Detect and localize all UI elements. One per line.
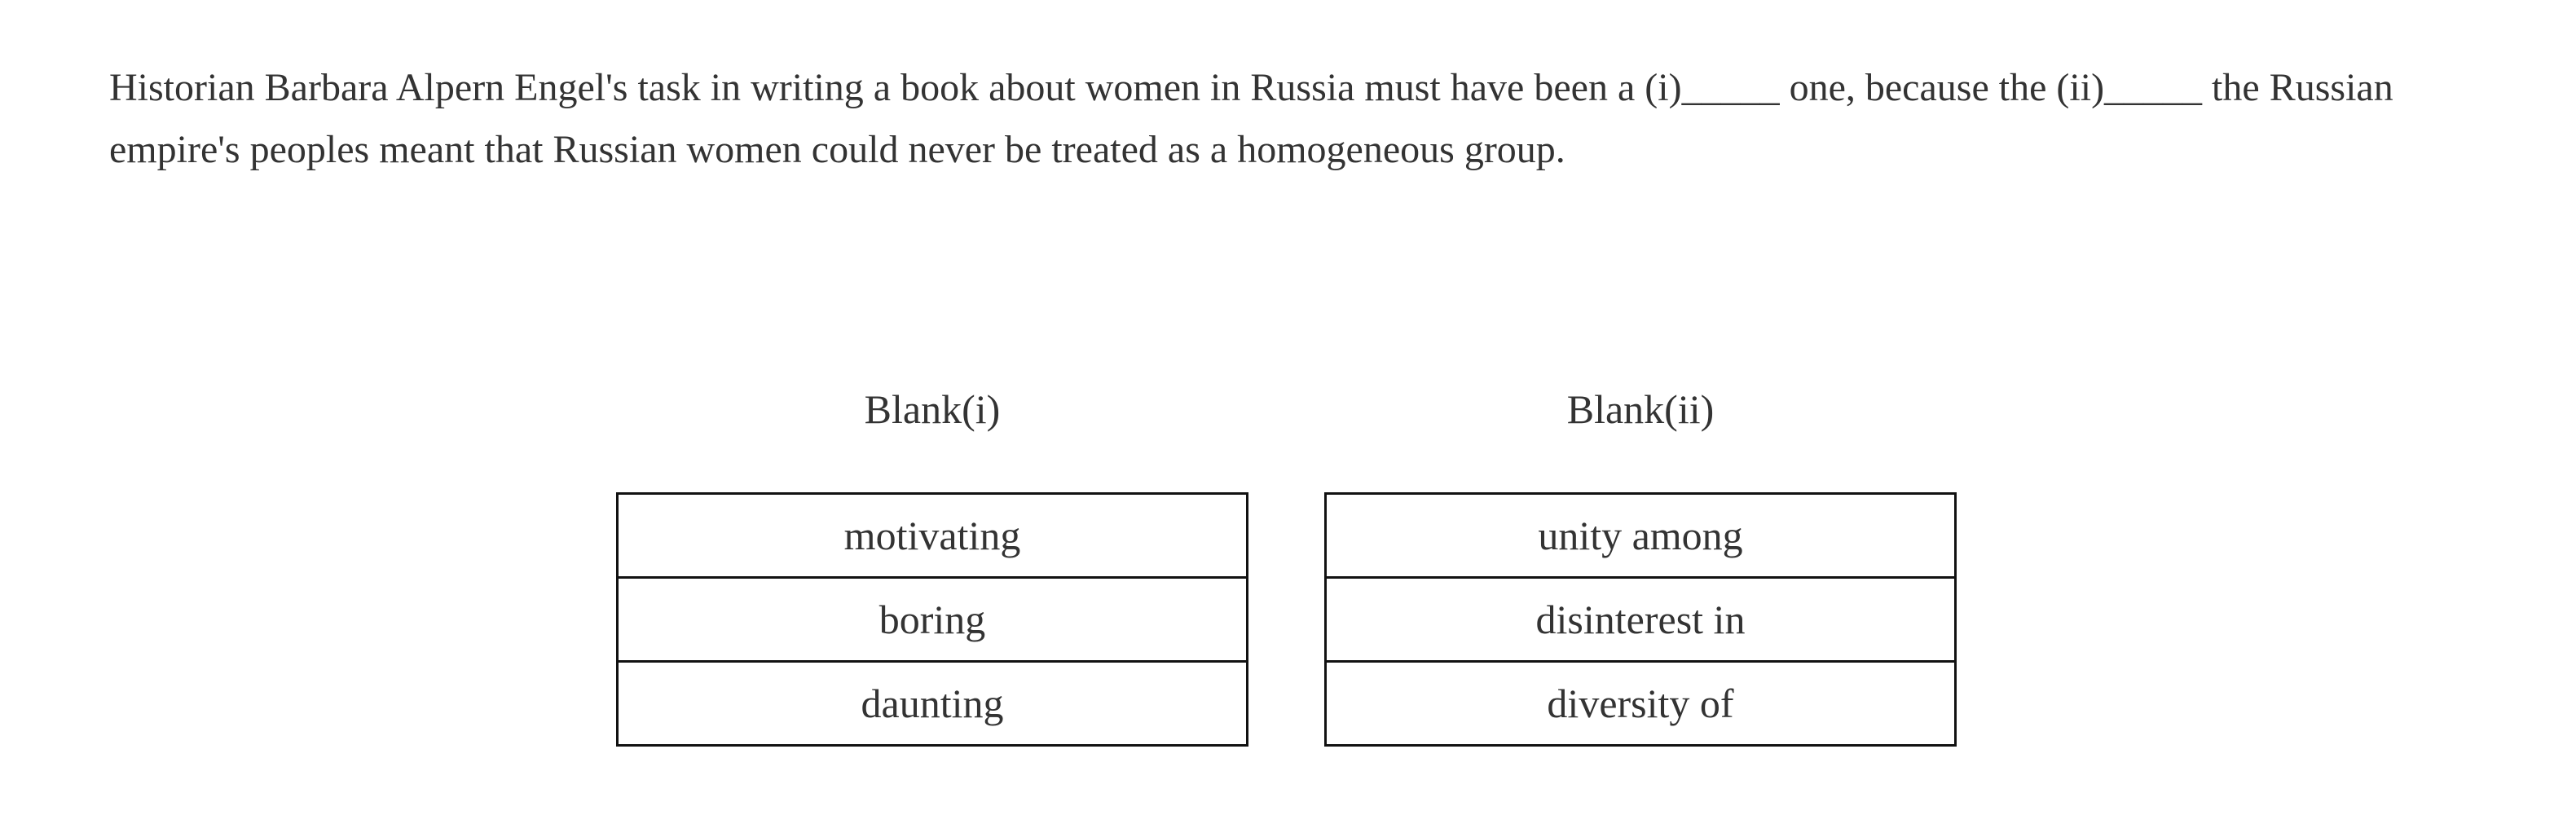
blank-i-option-1[interactable]: motivating	[619, 495, 1246, 579]
blank-i-choices	[616, 492, 1248, 747]
blank-i-option-2[interactable]: boring	[619, 579, 1246, 663]
question-text: Historian Barbara Alpern Engel's task in writing a book about women in Russia must have been a (i)_____ one, because the (ii)_____ the Russian empire's peoples meant that Russian women could never be treated as a homogeneous group.	[109, 66, 2393, 171]
blank-i-column	[616, 383, 1248, 747]
blank-ii-choices	[1324, 492, 1957, 747]
blank-ii-title: Blank(ii)	[1566, 386, 1715, 432]
blank-i-title: Blank(i)	[864, 386, 1001, 432]
blank-ii-option-3[interactable]: diversity of	[1547, 681, 1734, 726]
blank-ii-column	[1324, 383, 1957, 747]
blank-ii-option-1[interactable]: unity among	[1327, 495, 1954, 579]
blank-ii-option-2[interactable]: disinterest in	[1327, 579, 1954, 663]
blank-i-option-3[interactable]: daunting	[861, 681, 1004, 726]
